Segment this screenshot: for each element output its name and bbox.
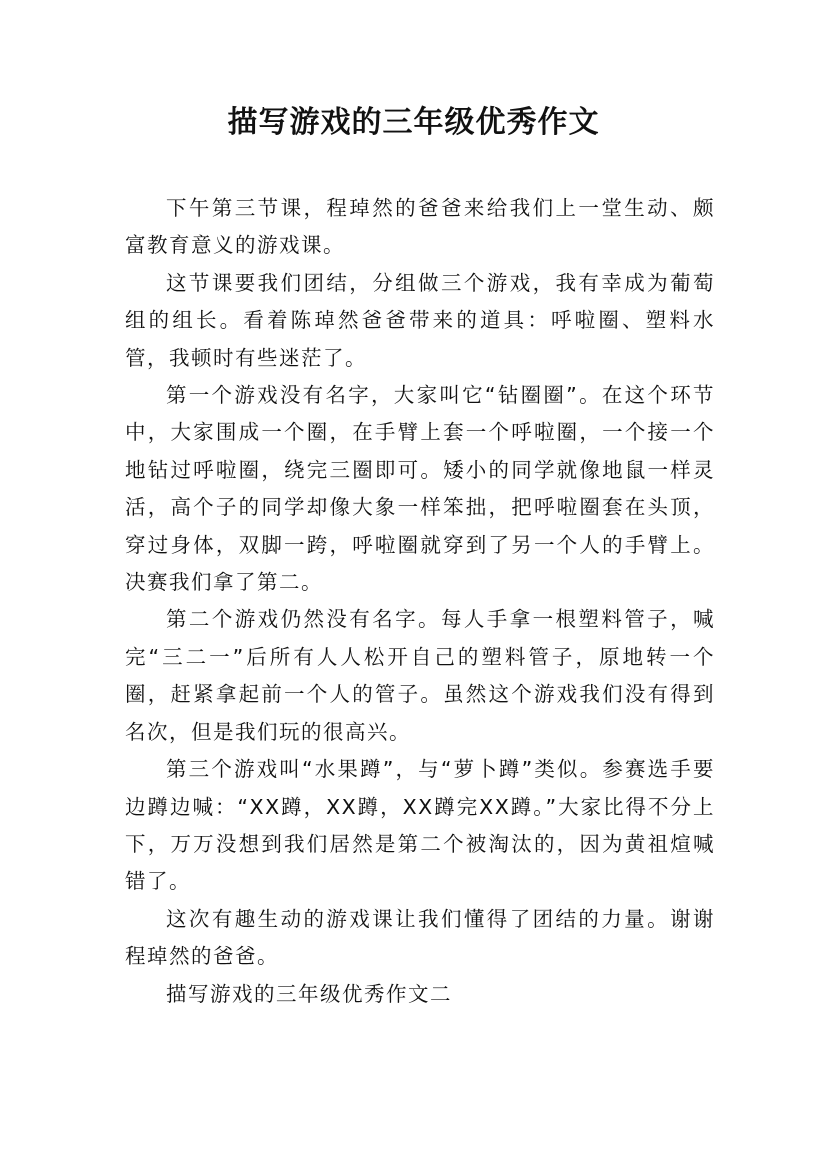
paragraph: 这节课要我们团结，分组做三个游戏，我有幸成为葡萄组的组长。看着陈琸然爸爸带来的道具：呼啦圈、塑料水管，我顿时有些迷茫了。 <box>125 270 715 370</box>
section-heading: 描写游戏的三年级优秀作文二 <box>166 981 452 1006</box>
paragraph: 下午第三节课，程琸然的爸爸来给我们上一堂生动、颇富教育意义的游戏课。 <box>125 196 715 258</box>
paragraph: 第一个游戏没有名字，大家叫它“钻圈圈”。在这个环节中，大家围成一个圈，在手臂上套一个呼啦圈，一个接一个地钻过呼啦圈，绕完三圈即可。矮小的同学就像地鼠一样灵活，高个子的同学却像大象一样笨拙，把呼啦圈套在头顶，穿过身体，双脚一跨，呼啦圈就穿到了另一个人的手臂上。决赛我们拿了第二。 <box>125 383 715 595</box>
document-title: 描写游戏的三年级优秀作文 <box>227 105 600 140</box>
paragraph: 这次有趣生动的游戏课让我们懂得了团结的力量。谢谢程琸然的爸爸。 <box>125 906 715 969</box>
document-body <box>125 190 715 1013</box>
paragraph: 第三个游戏叫“水果蹲”，与“萝卜蹲”类似。参赛选手要边蹲边喊：“XX蹲，XX蹲，XX蹲完XX蹲。”大家比得不分上下，万万没想到我们居然是第二个被淘汰的，因为黄祖煊喊错了。 <box>125 757 715 894</box>
paragraph: 第二个游戏仍然没有名字。每人手拿一根塑料管子，喊完“三二一”后所有人人松开自己的塑料管子，原地转一个圈，赶紧拿起前一个人的管子。虽然这个游戏我们没有得到名次，但是我们玩的很高兴。 <box>125 607 715 744</box>
